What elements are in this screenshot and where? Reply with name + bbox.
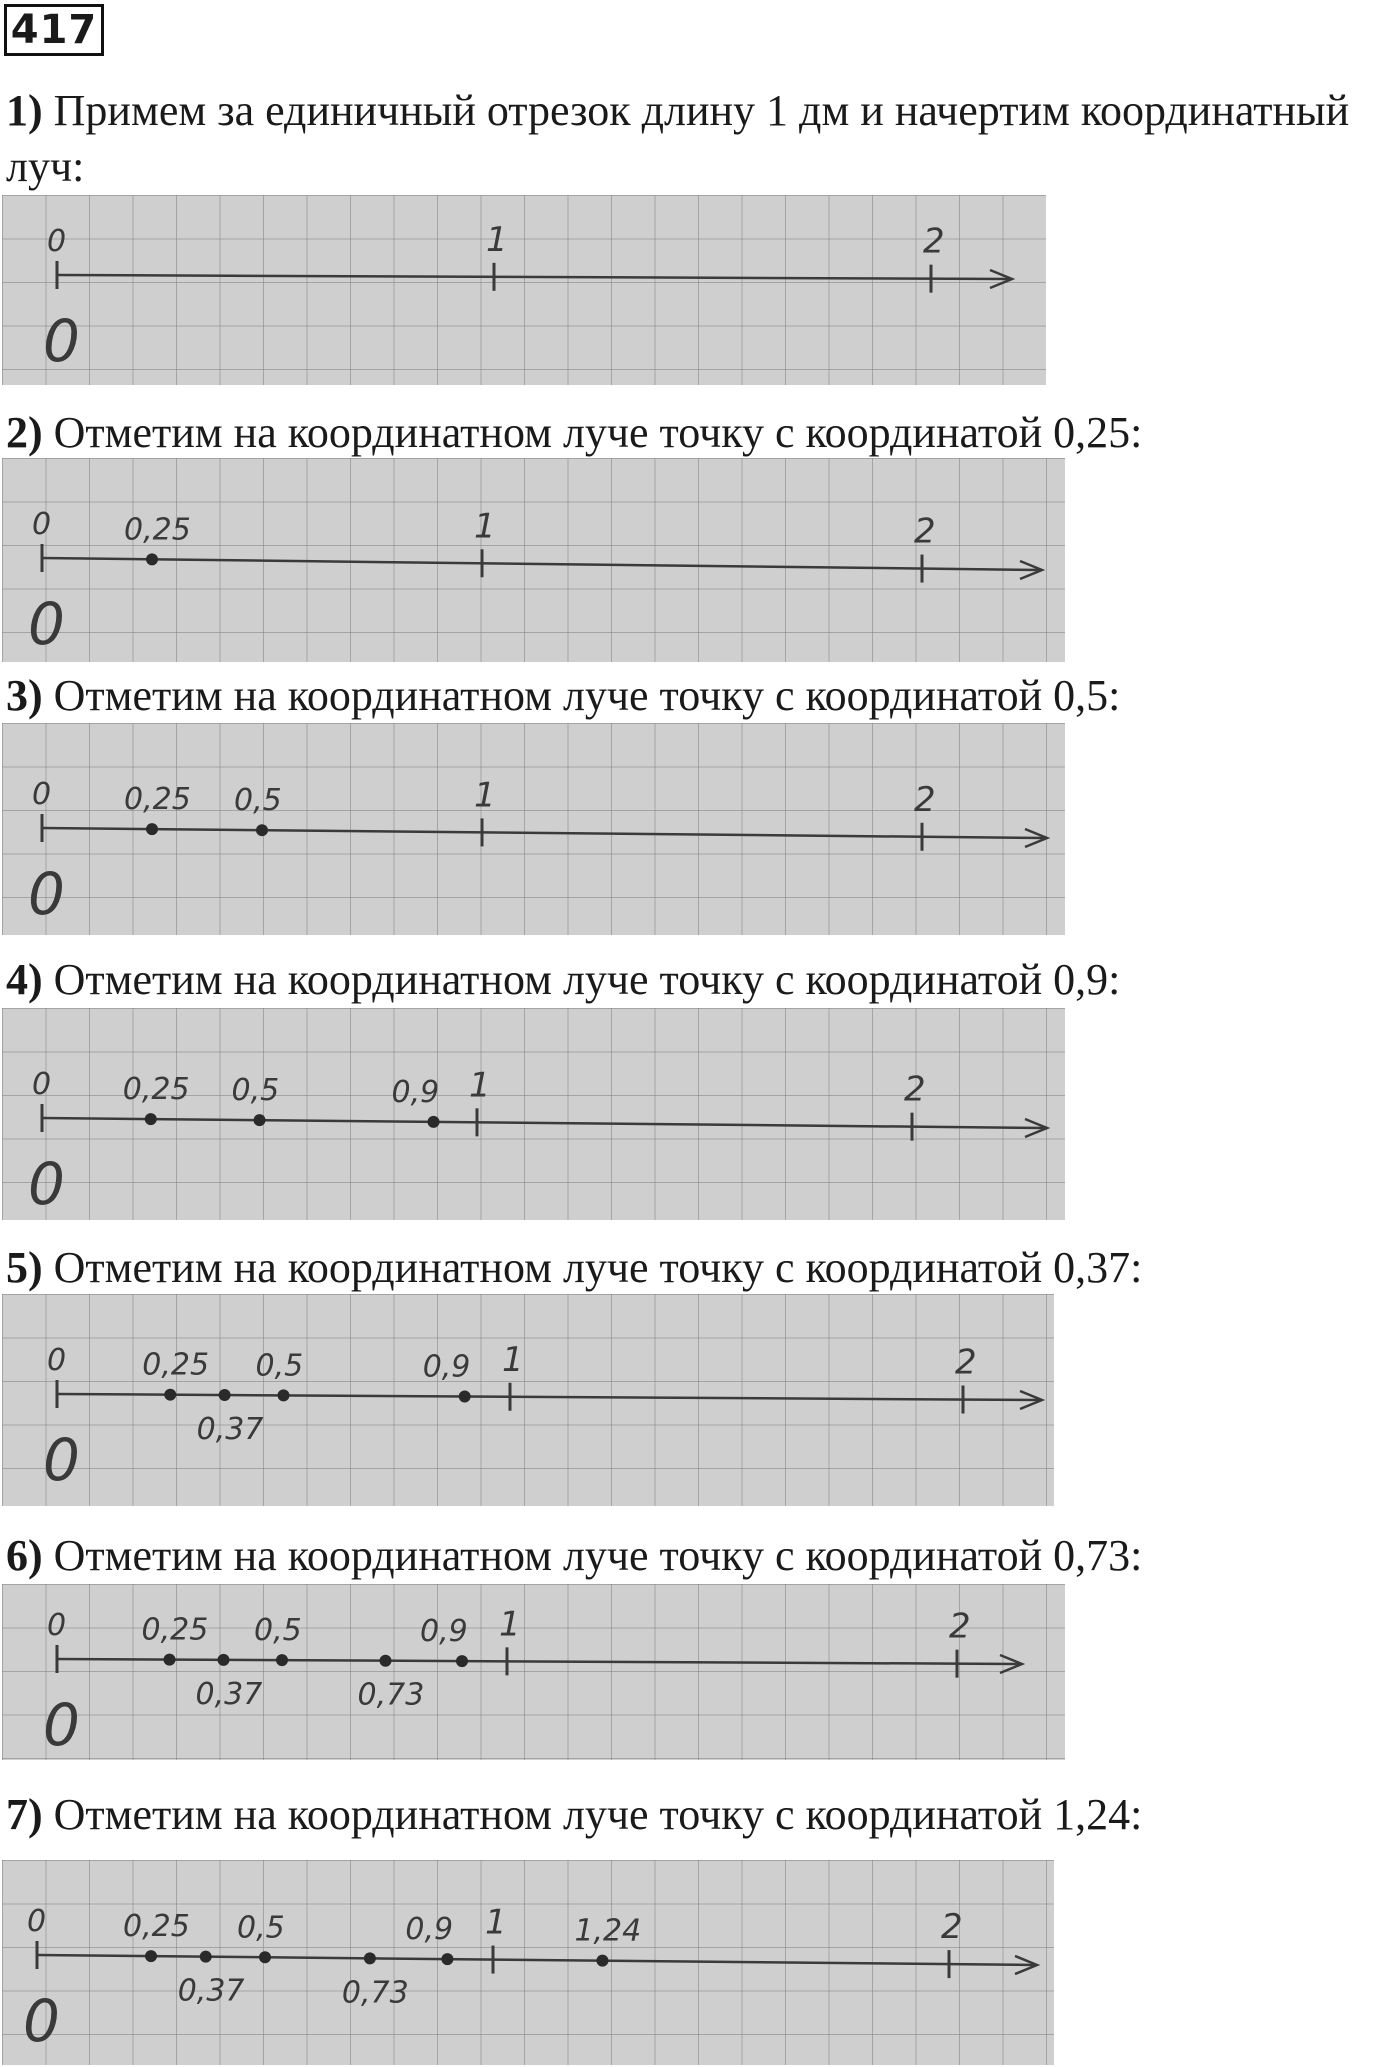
point-0-25 [164,1654,176,1666]
point-0-25 [145,1113,157,1125]
point-label-0-37: 0,37 [195,1676,263,1712]
figure-3 [2,723,1065,935]
coordinate-ray-5 [2,1294,1054,1506]
step-6-text: Отметим на координатном луче точку с координатой 0,73: [53,1531,1143,1580]
origin-letter-mark: 0 [28,590,65,658]
coordinate-ray-1 [2,195,1046,385]
step-6 [6,1527,1142,1585]
tick-label-1: 1 [469,1065,491,1106]
point-0-9 [428,1116,440,1128]
point-0-25 [145,1950,157,1962]
point-0-5 [259,1951,271,1963]
step-1-text: Примем за единичный отрезок длину 1 дм и начертим координатный [53,86,1350,135]
step-4-text: Отметим на координатном луче точку с координатой 0,9: [53,955,1121,1004]
point-0-25 [146,823,158,835]
figure-2 [2,458,1065,662]
point-label-0-25: 0,25 [124,512,191,548]
ray-line [42,1118,1047,1128]
tick-label-1: 1 [486,219,508,260]
step-4-number: 4) [6,955,43,1004]
point-label-0-5: 0,5 [255,1348,304,1384]
figure-1 [2,195,1046,385]
step-7-number: 7) [6,1790,43,1839]
step-1-continuation [6,138,84,196]
tick-label-origin: 0 [32,1067,52,1102]
step-7-text: Отметим на координатном луче точку с координатой 1,24: [53,1790,1143,1839]
figure-6 [2,1584,1065,1760]
tick-label-origin: 0 [32,507,52,542]
figure-4 [2,1008,1065,1220]
point-label-0-5: 0,5 [254,1613,302,1649]
point-label-0-73: 0,73 [341,1975,409,2011]
point-0-9 [456,1655,468,1667]
ray-line [37,1955,1037,1965]
point-0-5 [278,1389,290,1401]
point-0-37 [218,1654,230,1666]
tick-label-origin: 0 [47,1343,67,1378]
coordinate-ray-2 [2,458,1065,662]
point-0-37 [200,1951,212,1963]
point-0-73 [364,1952,376,1964]
point-label-0-25: 0,25 [124,782,191,818]
step-5-number: 5) [6,1243,43,1292]
tick-label-2: 2 [914,779,936,820]
point-label-0-9: 0,9 [420,1614,468,1650]
origin-letter-mark: 0 [23,1987,60,2055]
point-0-5 [256,824,268,836]
step-7 [6,1786,1142,1844]
ray-line [42,558,1042,570]
step-3-number: 3) [6,671,43,720]
figure-5 [2,1294,1054,1506]
tick-label-2: 2 [904,1069,926,1110]
point-0-5 [254,1114,266,1126]
step-3 [6,667,1120,725]
step-3-text: Отметим на координатном луче точку с координатой 0,5: [53,671,1121,720]
point-0-37 [219,1389,231,1401]
origin-letter-mark: 0 [28,860,65,928]
coordinate-ray-3 [2,723,1065,935]
tick-label-2: 2 [949,1606,971,1647]
point-0-25 [146,553,158,565]
point-label-0-9: 0,9 [391,1074,440,1110]
origin-letter-mark: 0 [43,307,80,375]
problem-number: 417 [4,4,104,56]
tick-label-1: 1 [499,1604,521,1645]
origin-letter-mark: 0 [43,1691,80,1759]
point-label-0-73: 0,73 [357,1677,425,1713]
step-1-number: 1) [6,86,43,135]
point-0-25 [164,1389,176,1401]
step-5-text: Отметим на координатном луче точку с координатой 0,37: [53,1243,1143,1292]
point-label-0-25: 0,25 [123,1909,190,1945]
tick-label-2: 2 [955,1342,977,1383]
point-label-0-37: 0,37 [196,1412,264,1448]
step-4 [6,951,1120,1009]
step-2-number: 2) [6,408,43,457]
point-0-9 [459,1390,471,1402]
point-label-0-9: 0,9 [422,1349,471,1385]
ray-line [57,1394,1042,1400]
tick-label-2: 2 [941,1907,963,1948]
tick-label-1: 1 [474,775,496,816]
point-label-0-5: 0,5 [237,1910,285,1946]
tick-label-origin: 0 [47,224,67,259]
figure-7 [2,1860,1054,2065]
tick-label-origin: 0 [27,1904,47,1939]
point-0-73 [380,1655,392,1667]
tick-label-2: 2 [923,221,945,262]
point-label-0-25: 0,25 [141,1612,209,1648]
point-0-5 [276,1654,288,1666]
point-label-0-5: 0,5 [231,1073,280,1109]
step-2 [6,404,1142,462]
tick-label-1: 1 [474,506,496,547]
ray-line [57,275,1012,279]
tick-label-1: 1 [485,1902,507,1943]
ray-line [42,828,1047,838]
tick-label-2: 2 [914,511,936,552]
coordinate-ray-4 [2,1008,1065,1220]
point-label-0-37: 0,37 [177,1973,245,2009]
coordinate-ray-7 [2,1860,1054,2065]
step-1 [6,82,1349,140]
point-0-9 [441,1953,453,1965]
origin-letter-mark: 0 [43,1426,80,1494]
point-label-1-24: 1,24 [574,1913,642,1949]
coordinate-ray-6 [2,1584,1065,1760]
point-1-24 [596,1955,608,1967]
step-1-text-cont: луч: [6,142,85,191]
tick-label-1: 1 [502,1339,524,1380]
point-label-0-25: 0,25 [142,1347,210,1383]
step-6-number: 6) [6,1531,43,1580]
tick-label-origin: 0 [32,777,52,812]
point-label-0-5: 0,5 [234,783,282,819]
step-5 [6,1239,1142,1297]
step-2-text: Отметим на координатном луче точку с координатой 0,25: [53,408,1143,457]
point-label-0-25: 0,25 [122,1072,190,1108]
origin-letter-mark: 0 [28,1150,65,1218]
point-label-0-9: 0,9 [405,1912,454,1948]
tick-label-origin: 0 [47,1608,67,1643]
ray-line [57,1659,1022,1664]
